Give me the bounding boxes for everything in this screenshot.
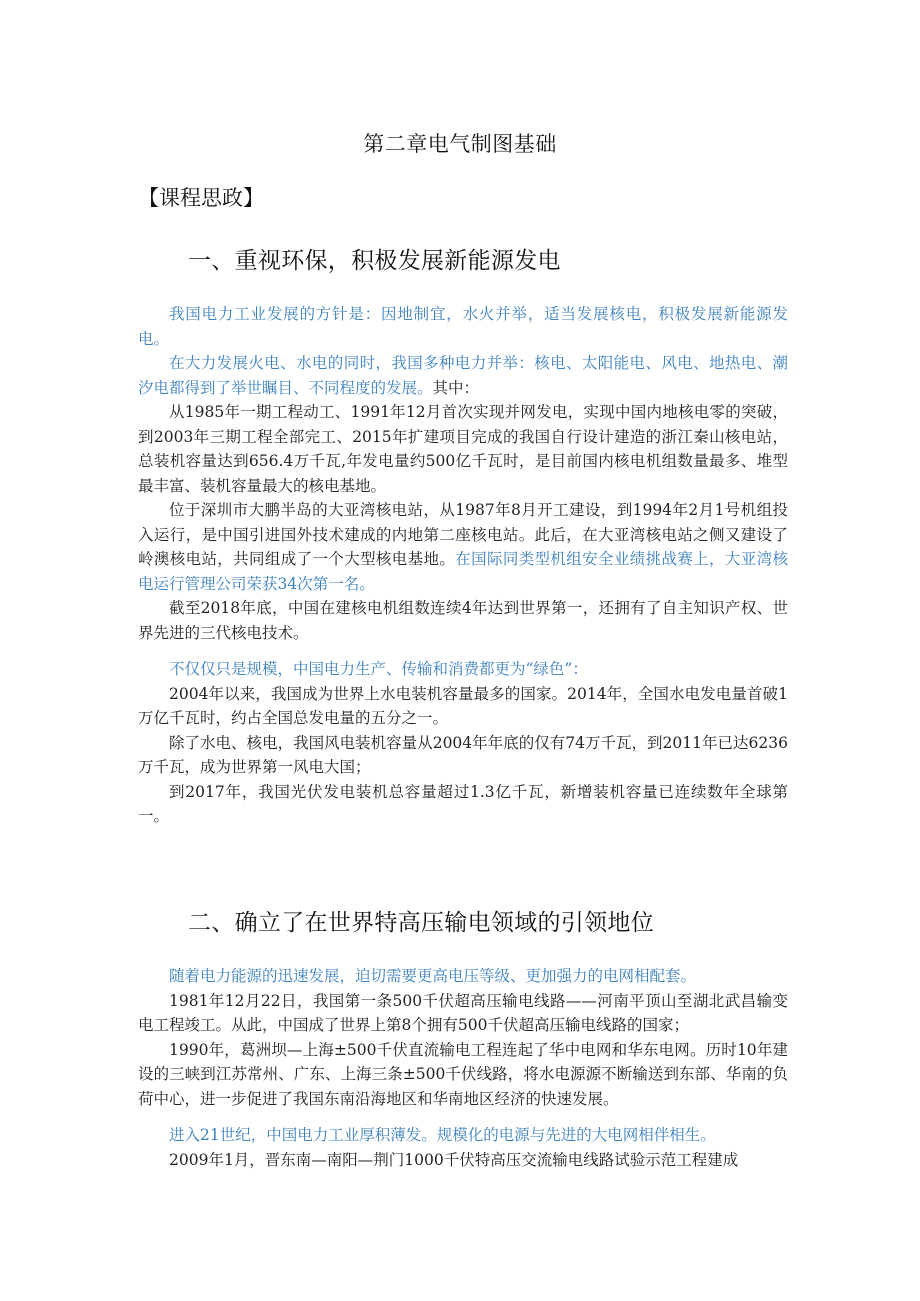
course-tag: 【课程思政】 (138, 186, 264, 210)
paragraph: 除了水电、核电，我国风电装机容量从2004年年底的仅有74万千瓦，到2011年已达6236万千瓦，成为世界第一风电大国； (138, 733, 788, 776)
section-1-heading: 一、重视环保，积极发展新能源发电 (188, 248, 561, 274)
paragraph (138, 498, 788, 596)
paragraph: 到2017年，我国光伏发电装机总容量超过1.3亿千瓦，新增装机容量已连续数年全球第一。 (138, 782, 788, 825)
section-1-body (138, 302, 788, 829)
paragraph: 1990年，葛洲坝—上海±500千伏直流输电工程连起了华中电网和华东电网。历时10年建设的三峡到江苏常州、广东、上海三条±500千伏线路，将水电源源不断输送到东部、华南的负荷中心，进一步促进了我国东南沿海地区和华南地区经济的快速发展。 (138, 1040, 788, 1108)
paragraph: 截至2018年底，中国在建核电机组数连续4年达到世界第一，还拥有了自主知识产权、世界先进的三代核电技术。 (138, 599, 788, 642)
paragraph: 1981年12月22日，我国第一条500千伏超高压输电线路——河南平顶山至湖北武昌输变电工程竣工。从此，中国成了世界上第8个拥有500千伏超高压输电线路的国家； (138, 991, 788, 1034)
section-2-body (138, 964, 788, 1172)
paragraph: 我国电力工业发展的方针是：因地制宜，水火并举，适当发展核电，积极发展新能源发电。 (138, 305, 788, 348)
paragraph-tail: 其中： (432, 378, 480, 397)
section-2-heading: 二、确立了在世界特高压输电领域的引领地位 (188, 910, 654, 936)
paragraph (138, 351, 788, 400)
spacer (138, 1111, 788, 1123)
paragraph-text: 位于深圳市大鹏半岛的大亚湾核电站，从1987年8月开工建设，到1994年2月1号机组投入运行，是中国引进国外技术建成的内地第二座核电站。此后，在大亚湾核电站之侧又建设了岭澳核电站，共同组成了一个大型核电基地。 (138, 501, 788, 568)
paragraph: 2009年1月，晋东南—南阳—荆门1000千伏特高压交流输电线路试验示范工程建成 (169, 1150, 739, 1169)
paragraph: 随着电力能源的迅速发展，迫切需要更高电压等级、更加强力的电网相配套。 (169, 967, 697, 985)
spacer (138, 645, 788, 657)
highlight-text: 在大力发展火电、水电的同时，我国多种电力并举：核电、太阳能电、风电、地热电、潮汐电都得到了举世瞩目、不同程度的发展。 (138, 354, 788, 397)
paragraph: 从1985年一期工程动工、1991年12月首次实现并网发电，实现中国内地核电零的突破，到2003年三期工程全部完工、2015年扩建项目完成的我国自行设计建造的浙江秦山核电站，总装机容量达到656.4万千瓦,年发电量约500亿千瓦时，是目前国内核电机组数量最多、堆型最丰富、装机容量最大的核电基地。 (138, 403, 788, 495)
paragraph: 不仅仅只是规模，中国电力生产、传输和消费都更为“绿色”： (169, 660, 588, 678)
chapter-title: 第二章电气制图基础 (363, 132, 557, 156)
highlight-text: 在国际同类型机组安全业绩挑战赛上，大亚湾核电运行管理公司荣获34次第一名。 (138, 550, 788, 593)
paragraph: 进入21世纪，中国电力工业厚积薄发。规模化的电源与先进的大电网相伴相生。 (169, 1126, 716, 1144)
paragraph: 2004年以来，我国成为世界上水电装机容量最多的国家。2014年，全国水电发电量首破1万亿千瓦时，约占全国总发电量的五分之一。 (138, 684, 788, 727)
